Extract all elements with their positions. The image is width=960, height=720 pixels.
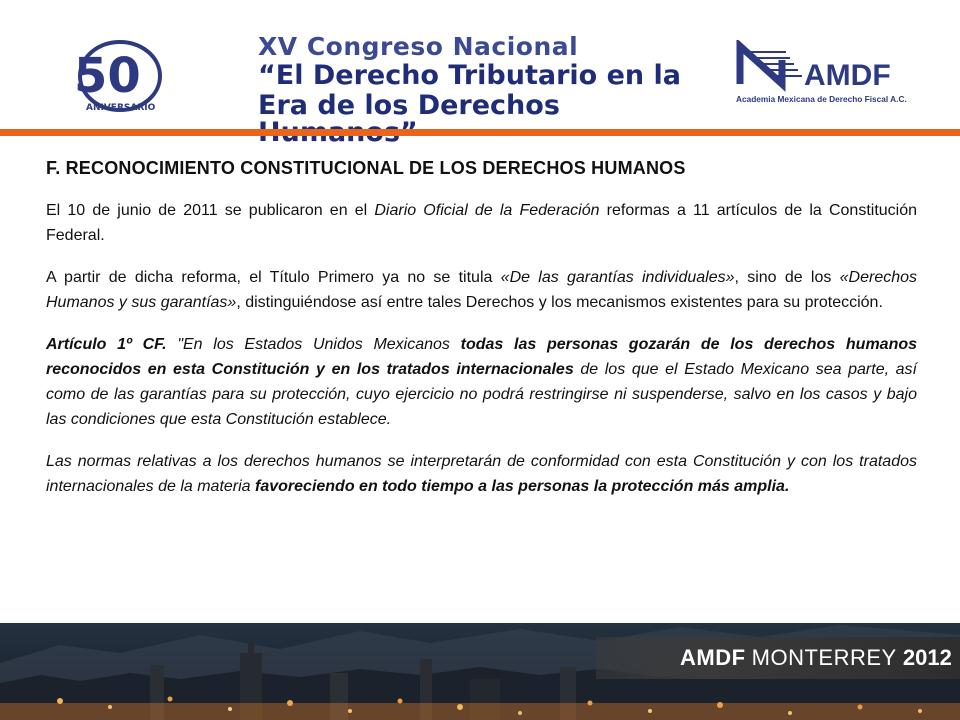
orange-divider [0, 129, 960, 136]
congress-title-line3: Era de los Derechos [258, 90, 560, 121]
p3-text-b: "En los Estados Unidos Mexicanos [166, 336, 461, 353]
congress-title-line2: “El Derecho Tributario en la [258, 60, 681, 91]
banner-brand: AMDF [680, 645, 746, 670]
slide-title: F. RECONOCIMIENTO CONSTITUCIONAL DE LOS DERECHOS HUMANOS [46, 158, 686, 178]
amdf-logo-subtitle: Academia Mexicana de Derecho Fiscal A.C. [736, 94, 907, 104]
p1-text-a: El 10 de junio de 2011 se publicaron en el [46, 202, 375, 219]
anniversary-50-icon [68, 36, 168, 116]
p4-text-a: Las normas relativas a los derechos humanos se interpretarán de conformidad con esta Constitución y con los tratados internacionales de la materia [46, 453, 917, 495]
p3-emphasis: todas las personas gozarán de los derechos humanos reconocidos en esta Constitución y en los tratados internacionales [46, 336, 918, 378]
slide-content [46, 156, 917, 516]
p2-new-title: «Derechos Humanos y sus garantías» [46, 269, 918, 311]
p3-article-label: Artículo 1º CF. [46, 336, 167, 353]
banner-year: 2012 [902, 645, 952, 670]
anniversary-number: 50 [74, 48, 141, 104]
amdf-logo-text: AMDF [804, 59, 891, 92]
paragraph-articulo-1 [46, 332, 917, 432]
anniversary-label: ANIVERSARIO [86, 103, 156, 113]
p2-old-title: «De las garantías individuales» [500, 269, 735, 286]
p2-text-a: A partir de dicha reforma, el Título Primero ya no se titula [46, 269, 501, 286]
slide-header [0, 0, 960, 130]
amdf-logo [734, 40, 914, 120]
p2-text-c: , sino de los [734, 269, 840, 286]
paragraph-titulo-primero [46, 265, 917, 315]
p1-text-c: reformas a 11 artículos de la Constitución Federal. [46, 202, 918, 244]
p3-text-d: de los que el Estado Mexicano sea parte, así como de las garantías para su protección, cuyo ejercicio no podrá restringirse ni suspenderse, salvo en los casos y bajo las condiciones que esta Constitución establece. [46, 361, 918, 428]
paragraph-reform-date [46, 198, 917, 248]
paragraph-interpretation [46, 449, 917, 499]
amdf-emblem-icon [734, 40, 914, 120]
event-banner-text [680, 643, 950, 673]
p4-emphasis: favoreciendo en todo tiempo a las personas la protección más amplia. [255, 478, 790, 495]
anniversary-logo [68, 36, 168, 116]
congress-title-line1: XV Congreso Nacional [258, 32, 579, 61]
p1-diario-oficial: Diario Oficial de la Federación [374, 202, 600, 219]
p2-text-e: , distinguiéndose así entre tales Derechos y los mecanismos existentes para su protección. [236, 294, 883, 311]
banner-city: MONTERREY [751, 645, 897, 670]
